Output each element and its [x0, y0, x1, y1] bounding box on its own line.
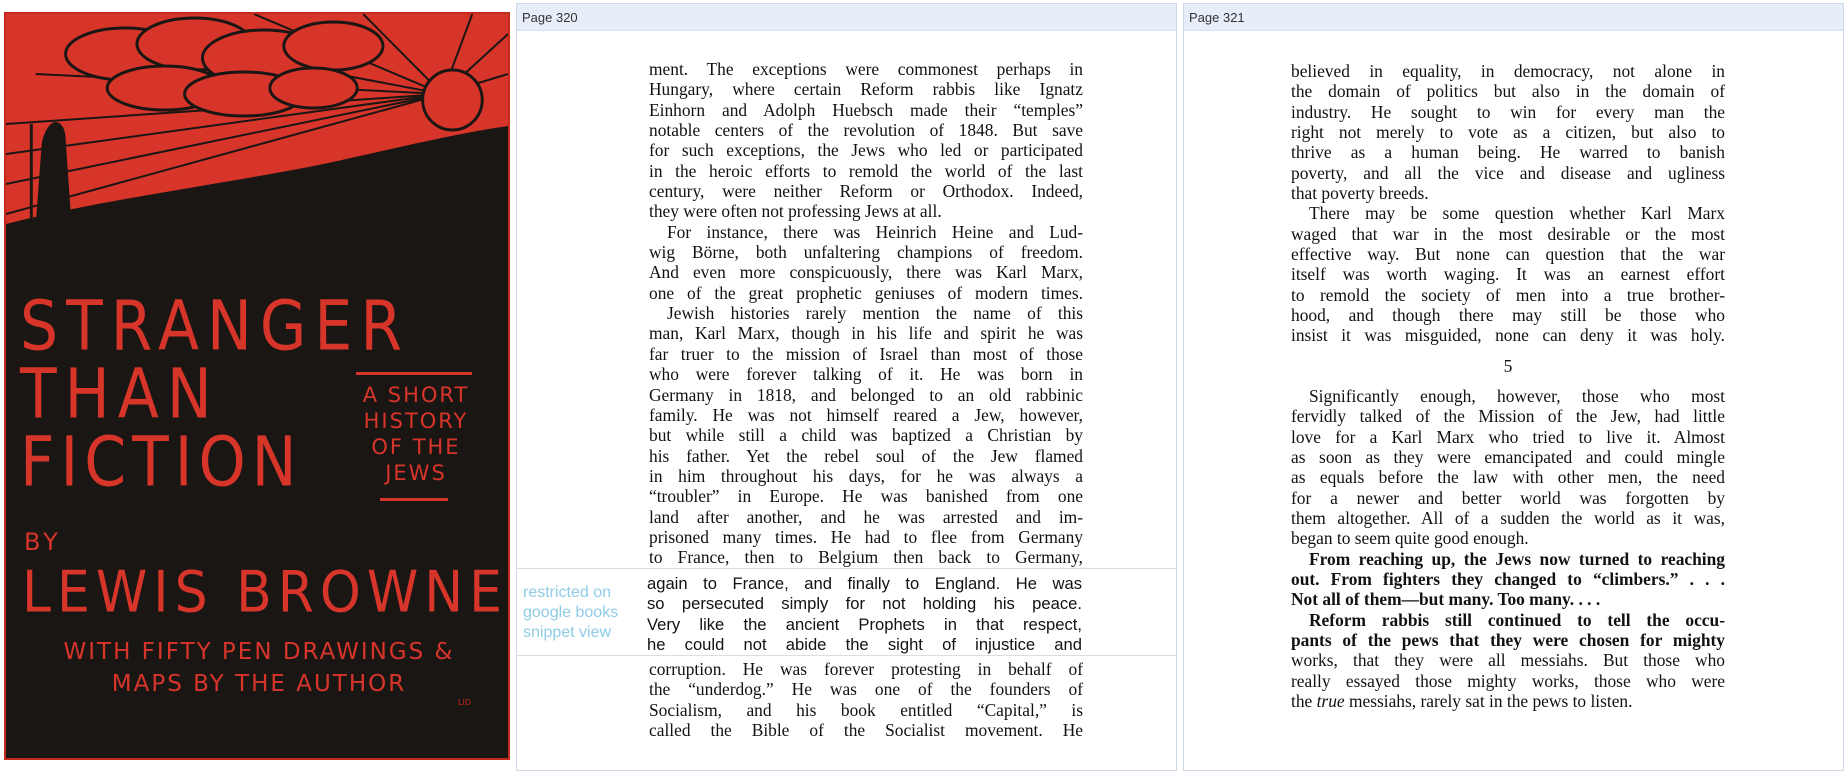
- cover-subtitle: [340, 382, 492, 486]
- cover-author: LEWIS BROWNE: [22, 560, 509, 626]
- text-line: the “underdog.” He was one of the founders of: [649, 679, 1083, 700]
- text-line: they were often not professing Jews at all.: [649, 201, 942, 222]
- cover-subtitle-line-3: OF THE: [371, 435, 461, 459]
- text-line: There may be some question whether Karl Marx: [1309, 203, 1725, 224]
- snippet-restricted-region: [517, 568, 1176, 656]
- text-line: Einhorn and Adolph Huebsch made their “temples”: [649, 99, 1083, 120]
- cover-subtitle-line-1: A SHORT: [362, 383, 470, 407]
- text-line: love for a Karl Marx who tried to live it. Almost: [1291, 426, 1725, 447]
- page-panel-320[interactable]: [516, 3, 1177, 771]
- cover-title-line-1: STRANGER: [20, 286, 411, 367]
- page-321-text: [1291, 61, 1725, 711]
- text-line: right not merely to vote as a citizen, but also to: [1291, 122, 1725, 143]
- text-line: that poverty breeds.: [1291, 183, 1429, 204]
- text-line: “troubler” in Europe. He was banished from one: [649, 486, 1083, 507]
- text-line: to remold the society of men into a true brother-: [1291, 284, 1725, 305]
- cover-subtitle-line-2: HISTORY: [363, 409, 469, 433]
- text-line: Germany in 1818, and belonged to an old rabbinic: [649, 384, 1083, 405]
- page-320-text-bottom: [649, 659, 1083, 740]
- cover-title-line-2: THAN: [20, 354, 220, 435]
- text-line: began to seem quite good enough.: [1291, 528, 1529, 549]
- text-line: itself was worth waging. It was an earnest effort: [1291, 264, 1725, 285]
- text-line: them altogether. All of a sudden the world as it was,: [1291, 507, 1725, 528]
- snippet-line: so persecuted simply for not holding his peace.: [647, 594, 1082, 614]
- text-line: to France, then to Belgium then back to Germany,: [649, 547, 1083, 568]
- cover-sky-illustration: [6, 14, 508, 224]
- cover-publisher-mark: LID: [458, 698, 471, 707]
- text-line: one of the great prophetic geniuses of modern times.: [649, 282, 1083, 303]
- text-line: pants of the pews that they were chosen for mighty: [1291, 629, 1725, 650]
- cover-drawings-line-1: WITH FIFTY PEN DRAWINGS &: [63, 639, 455, 665]
- text-line-last: [1291, 691, 1725, 711]
- text-line: From reaching up, the Jews now turned to reaching: [1309, 548, 1725, 569]
- text-line: as equals before the law with other men, the need: [1291, 467, 1725, 488]
- snippet-line: again to France, and finally to England. He was: [647, 574, 1082, 593]
- page-header-321: Page 321: [1184, 4, 1843, 31]
- text-line: who were forever talking of it. He was born in: [649, 364, 1083, 385]
- text-line: but while still a child was baptized a Christian by: [649, 425, 1083, 446]
- text-line: out. From fighters they changed to “climbers.” . . .: [1291, 568, 1725, 589]
- text-line: notable centers of the revolution of 1848. But save: [649, 120, 1083, 141]
- text-line: Hungary, where certain Reform rabbis like Ignatz: [649, 79, 1083, 100]
- text-line: Socialism, and his book entitled “Capital,” is: [649, 699, 1083, 720]
- section-number: 5: [1503, 355, 1513, 376]
- text-line: Jewish histories rarely mention the name of this: [667, 303, 1083, 324]
- text-line: for such exceptions, the Jews who led or participated: [649, 140, 1083, 161]
- page-panel-321[interactable]: [1183, 3, 1844, 771]
- text-line: his father. Yet the rebel soul of the Jew flamed: [649, 445, 1083, 466]
- text-line: as soon as they were emancipated and could mingle: [1291, 446, 1725, 467]
- cover-rule-top: [356, 372, 472, 375]
- text-line: land after another, and he was arrested and im-: [649, 506, 1083, 527]
- text-line: far truer to the mission of Israel than most of those: [649, 343, 1083, 364]
- text-line: believed in equality, in democracy, not alone in: [1291, 61, 1725, 81]
- text-line: fervidly talked of the Mission of the Jew, had little: [1291, 406, 1725, 427]
- text-line: really essayed those mighty works, those who were: [1291, 670, 1725, 691]
- cover-subtitle-line-4: JEWS: [385, 461, 447, 485]
- text-line: for a newer and better world was forgotten by: [1291, 487, 1725, 508]
- text-line: century, were neither Reform or Orthodox. Indeed,: [649, 181, 1083, 202]
- last-line-before: the: [1291, 690, 1317, 711]
- text-line: effective way. But none can question that the war: [1291, 244, 1725, 265]
- cover-title-line-3: FICTION: [20, 422, 303, 503]
- book-cover: [4, 12, 510, 760]
- text-line: Not all of them—but many. Too many. . . .: [1291, 589, 1601, 610]
- text-line: wig Börne, both unfaltering champions of freedom.: [649, 242, 1083, 263]
- text-line: thrive as a human being. He warred to banish: [1291, 142, 1725, 163]
- text-line: insist it was misguided, none can deny it was holy.: [1291, 325, 1725, 346]
- snippet-text: [647, 574, 1082, 656]
- text-line: And even more conspicuously, there was Karl Marx,: [649, 262, 1083, 283]
- text-line: hood, and though there may still be those who: [1291, 305, 1725, 326]
- text-line: ment. The exceptions were commonest perhaps in: [649, 59, 1083, 79]
- cover-rule-bottom: [380, 498, 448, 501]
- text-line: For instance, there was Heinrich Heine and Lud-: [667, 221, 1083, 242]
- text-line: Reform rabbis still continued to tell the occu-: [1309, 609, 1725, 630]
- text-line: family. He was not himself reared a Jew, however,: [649, 404, 1083, 425]
- text-line: industry. He sought to win for every man the: [1291, 101, 1725, 122]
- last-line-italic: true: [1316, 690, 1345, 711]
- text-line: waged that war in the most desirable or the most: [1291, 223, 1725, 244]
- page-320-text-top: [649, 59, 1083, 568]
- snippet-line: Very like the ancient Prophets in that respect,: [647, 614, 1082, 634]
- text-line: works, that they were all messiahs. But those who: [1291, 650, 1725, 671]
- cover-by: BY: [24, 528, 62, 556]
- text-line: in the heroic efforts to remold the world of the last: [649, 160, 1083, 181]
- cover-drawings-credit: [14, 636, 504, 700]
- page-header-320: Page 320: [517, 4, 1176, 31]
- text-line: the domain of politics but also in the domain of: [1291, 81, 1725, 102]
- text-line: corruption. He was forever protesting in behalf of: [649, 659, 1083, 679]
- text-line: prisoned many times. He had to flee from Germany: [649, 526, 1083, 547]
- text-line: called the Bible of the Socialist movement. He: [649, 720, 1083, 741]
- cover-drawings-line-2: MAPS BY THE AUTHOR: [111, 671, 407, 697]
- text-line: poverty, and all the vice and disease and ugliness: [1291, 162, 1725, 183]
- text-line: in him throughout his days, for he was always a: [649, 465, 1083, 486]
- last-line-after: messiahs, rarely sat in the pews to listen.: [1344, 690, 1633, 711]
- snippet-restriction-note[interactable]: restricted on google books snippet view: [523, 584, 619, 641]
- text-line: Significantly enough, however, those who most: [1309, 385, 1725, 406]
- snippet-line: he could not abide the sight of injustice and: [647, 635, 1082, 655]
- text-line: man, Karl Marx, though in his life and spirit he was: [649, 323, 1083, 344]
